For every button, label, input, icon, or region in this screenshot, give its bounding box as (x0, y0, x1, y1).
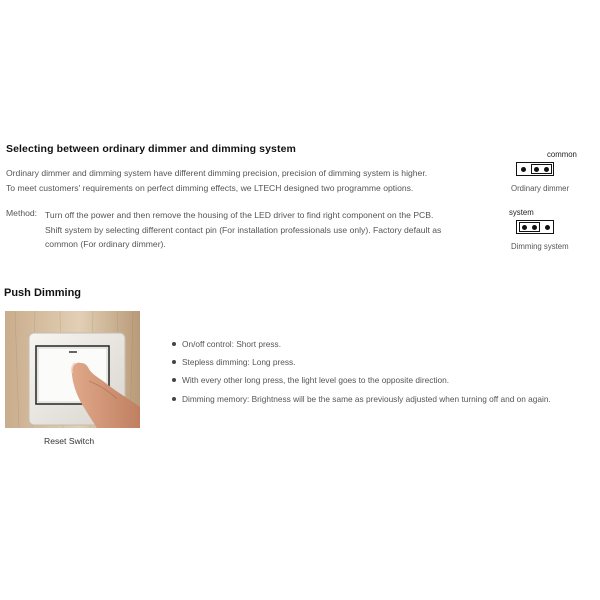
method-line-2: Shift system by selecting different contact pin (For installation professionals use only). Factory default as (45, 224, 442, 235)
method-label: Method: (6, 208, 38, 218)
list-item-text: Dimming memory: Brightness will be the same as previously adjusted when turning off and on again. (182, 393, 551, 404)
jumper-common-diagram (516, 162, 554, 176)
jumper-pin-right (545, 225, 550, 230)
jumper-system-label: system (509, 208, 534, 217)
bullet-icon (172, 342, 176, 346)
method-line-3: common (For ordinary dimmer). (45, 239, 166, 249)
list-item-text: On/off control: Short press. (182, 339, 281, 349)
section-title-selecting: Selecting between ordinary dimmer and dimming system (6, 143, 296, 155)
jumper-system-caption: Dimming system (511, 242, 569, 251)
list-item-text: With every other long press, the light level goes to the opposite direction. (182, 375, 450, 386)
jumper-system-diagram (516, 220, 554, 234)
intro-paragraph (6, 166, 486, 195)
bullet-icon (172, 378, 176, 382)
list-item (172, 374, 551, 392)
push-dimming-features-list (172, 338, 551, 411)
jumper-common-label: common (547, 150, 577, 159)
list-item-text: Stepless dimming: Long press. (182, 357, 296, 368)
method-paragraph (45, 208, 485, 252)
jumper-pin-left (522, 225, 527, 230)
jumper-pin-left (521, 167, 526, 172)
jumper-pin-right (544, 167, 549, 172)
bullet-icon (172, 397, 176, 401)
section-title-push-dimming: Push Dimming (4, 287, 82, 299)
list-item (172, 338, 551, 356)
method-line-1: Turn off the power and then remove the housing of the LED driver to find right component on the PCB. (45, 210, 434, 220)
list-item (172, 393, 551, 411)
intro-line-2: To meet customers' requirements on perfect dimming effects, we LTECH designed two programme options. (6, 182, 414, 193)
jumper-pin-middle (534, 167, 539, 172)
jumper-pin-middle (532, 225, 537, 230)
list-item (172, 356, 551, 374)
reset-switch-illustration (5, 311, 140, 428)
bullet-icon (172, 360, 176, 364)
intro-line-1: Ordinary dimmer and dimming system have different dimming precision, precision of dimming system is higher. (6, 168, 428, 178)
photo-caption: Reset Switch (44, 436, 95, 446)
jumper-common-caption: Ordinary dimmer (511, 184, 570, 193)
reset-switch-photo (5, 311, 140, 428)
